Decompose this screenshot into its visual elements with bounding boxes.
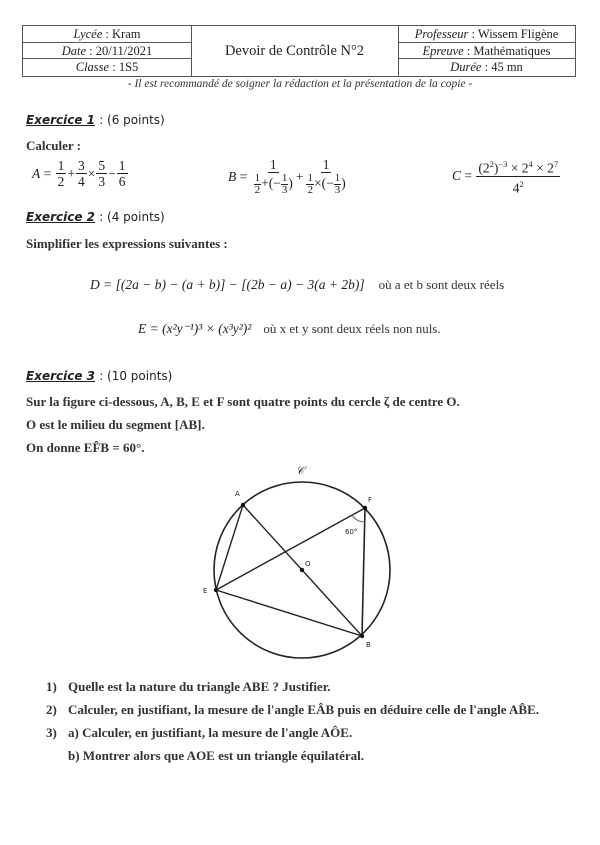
label-A: A <box>235 490 240 498</box>
expression-C: C = $\frac{(2^2)^{-3} \times 2^4 \times 2^7}{4^2}$ <box>452 159 559 195</box>
expression-D-condition: où a et b sont deux réels <box>378 277 505 292</box>
label-E: E <box>203 587 208 595</box>
duree-label: Durée <box>450 60 482 75</box>
exercice-1-label: Exercice 1 <box>26 113 95 127</box>
exercice-1-instruction: Calculer : <box>26 138 81 153</box>
expression-B: B = 1 $\frac{1}{2}$ +(− $\frac{1}{3}$ ) + 1 $\frac{1}{2}$ ×(− $\frac{1}{3}$ ) <box>228 157 346 196</box>
date-cell: Date : 20/11/2021 <box>23 43 191 60</box>
exercice-3-line-2: O est le milieu du segment [AB]. <box>26 417 205 432</box>
exercice-3-line-3: On donne EF̂B = 60°. <box>26 440 145 455</box>
circle-label: 𝒞 <box>296 465 305 477</box>
question-2 <box>46 702 539 718</box>
label-O: O <box>305 560 311 568</box>
lycee-label: Lycée <box>73 27 103 41</box>
question-3a-text: a) Calculer, en justifiant, la mesure de l'angle AÔE. <box>68 725 353 740</box>
question-2-number: 2) <box>46 702 57 717</box>
exercice-2-points: : (4 points) <box>99 210 165 224</box>
question-3a <box>46 725 352 741</box>
exercice-2-instruction: Simplifier les expressions suivantes : <box>26 236 228 251</box>
exam-title: Devoir de Contrôle N°2 <box>224 42 365 59</box>
segment-EB <box>216 590 362 636</box>
lycee-value: Kram <box>112 27 141 41</box>
classe-label: Classe <box>75 60 110 75</box>
classe-cell: Classe : 1S5 <box>75 60 139 75</box>
epreuve-cell: Epreuve : Mathématiques <box>398 43 575 60</box>
exercice-1-points: : (6 points) <box>99 113 165 127</box>
angle-arc-icon <box>352 515 365 522</box>
professeur-cell: Professeur : Wissem Fligène <box>398 26 575 43</box>
label-B: B <box>366 641 371 649</box>
point-E <box>214 588 218 592</box>
exercice-3-points: : (10 points) <box>99 369 173 383</box>
expression-A: A = $\frac{1}{2}$ + $\frac{3}{4}$ × $\frac{5}{3}$ − $\frac{1}{6}$ <box>32 158 126 189</box>
angle-label: 60° <box>345 528 358 536</box>
question-1-text: Quelle est la nature du triangle ABE ? Justifier. <box>68 679 331 694</box>
expression-E: E = (x²y⁻¹)³ × (x³y²)² <box>138 321 252 336</box>
date-label: Date <box>61 43 87 58</box>
professeur-label: Professeur <box>414 27 469 41</box>
question-3b <box>68 748 364 764</box>
exercice-3-line-1: Sur la figure ci-dessous, A, B, E et F sont quatre points du cercle ζ de centre O. <box>26 394 460 409</box>
recommendation-note: - Il est recommandé de soigner la rédaction et la présentation de la copie - <box>127 78 473 90</box>
lycee-cell: Lycée : Kram <box>23 26 191 43</box>
question-3-number: 3) <box>46 725 57 740</box>
question-1-number: 1) <box>46 679 57 694</box>
expression-D: D = [(2a − b) − (a + b)] − [(2b − a) − 3(a + 2b)] <box>90 277 365 292</box>
duree-value: 45 mn <box>491 60 523 75</box>
exercice-2-label: Exercice 2 <box>26 210 95 224</box>
question-1 <box>46 679 331 695</box>
classe-value: 1S5 <box>118 60 139 75</box>
exercice-3-label: Exercice 3 <box>26 369 95 383</box>
question-3b-text: b) Montrer alors que AOE est un triangle équilatéral. <box>68 748 364 763</box>
label-F: F <box>368 496 373 504</box>
point-F <box>363 506 367 510</box>
segment-FB <box>362 508 365 636</box>
expression-E-condition: où x et y sont deux réels non nuls. <box>263 321 441 336</box>
duree-cell: Durée : 45 mn <box>450 60 523 75</box>
point-A <box>241 503 245 507</box>
question-2-text: Calculer, en justifiant, la mesure de l'angle EÂB puis en déduire celle de l'angle AB̂E. <box>68 702 540 717</box>
date-value: 20/11/2021 <box>95 43 153 58</box>
epreuve-value: Mathématiques <box>473 43 551 58</box>
point-B <box>360 634 364 638</box>
professeur-value: Wissem Fligène <box>477 27 559 41</box>
epreuve-label: Epreuve <box>422 43 464 58</box>
point-O <box>300 568 304 572</box>
